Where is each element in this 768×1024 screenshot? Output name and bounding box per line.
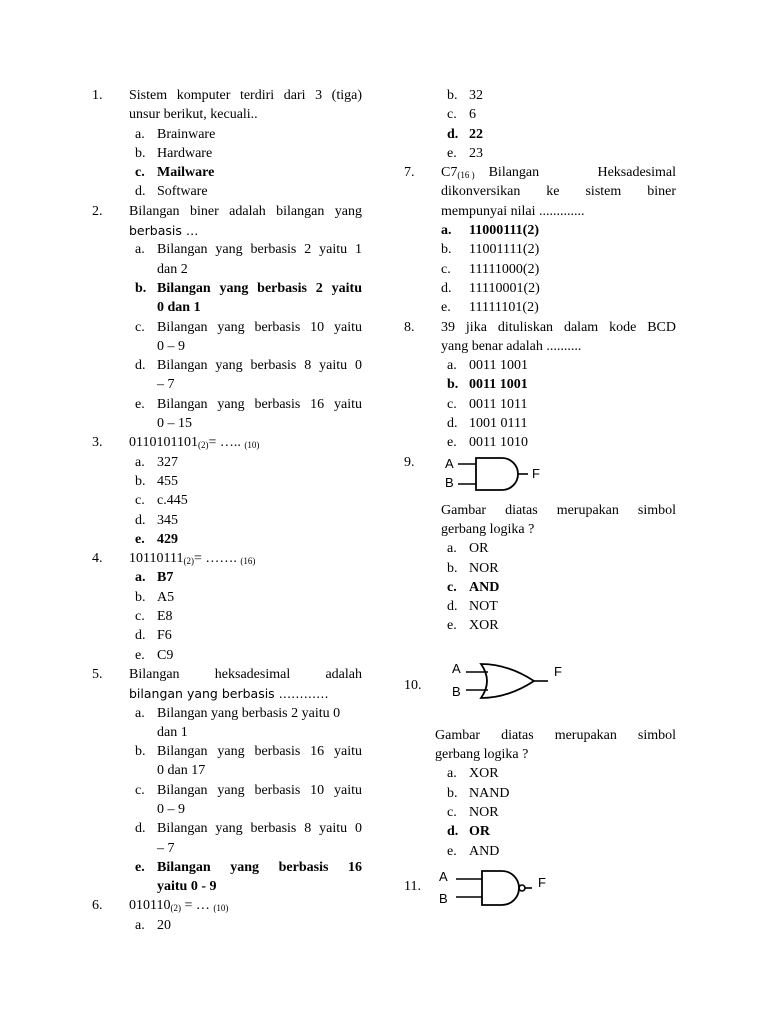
option-d: d. Bilangan yang berbasis 8 yaitu 0 [135, 358, 362, 374]
option-e-correct: e. 429 [135, 531, 178, 547]
option-d: d. NOT [447, 599, 498, 615]
option-c: c. c.445 [135, 493, 188, 509]
question-text: unsur berikut, kecuali.. [129, 107, 258, 123]
question-number: 1. [92, 88, 103, 103]
question-text: Gambar diatas merupakan simbol [441, 502, 676, 518]
gate-output-f: F [538, 874, 546, 890]
option-b: b. 455 [135, 473, 178, 489]
or-gate-icon [448, 662, 568, 702]
question-number: 4. [92, 551, 103, 567]
option-a-correct: a. B7 [135, 570, 174, 586]
question-text: dikonversikan ke sistem biner [441, 184, 676, 200]
option-e: e. 0011 1010 [447, 435, 528, 451]
option-e: e. 23 [447, 145, 483, 161]
option-a: a. OR [447, 541, 489, 557]
option-a: a. 327 [135, 454, 178, 470]
question-text: gerbang logika ? [441, 521, 535, 537]
gate-input-b: B [445, 474, 454, 490]
question-3 [92, 433, 362, 452]
question-11 [404, 869, 676, 915]
question-8 [404, 318, 676, 337]
option-a: a. Bilangan yang berbasis 2 yaitu 0 [135, 705, 341, 721]
question-4 [92, 549, 362, 568]
gate-output-f: F [532, 465, 540, 481]
option-d: d. Software [135, 184, 208, 200]
option-b: b. Bilangan yang berbasis 16 yaitu [135, 744, 362, 760]
option-b-correct: b. 0011 1001 [447, 377, 528, 393]
option-d: d. Bilangan yang berbasis 8 yaitu 0 [135, 821, 362, 837]
question-number: 3. [92, 435, 103, 451]
question-text: bilangan yang berbasis ………… [129, 686, 329, 702]
right-column [404, 86, 676, 915]
question-number: 8. [404, 319, 415, 335]
question-text: Bilangan biner adalah bilangan yang [129, 203, 362, 219]
option-c: c. 11111000(2) [441, 261, 540, 277]
option-a-correct: a. 11000111(2) [441, 223, 540, 239]
question-text: berbasis … [129, 223, 199, 239]
question-number: 5. [92, 666, 103, 682]
and-gate-icon [444, 457, 554, 493]
question-number: 6. [92, 898, 103, 914]
option-d: d. 1001 0111 [447, 416, 528, 432]
option-b: b. A5 [135, 589, 175, 605]
question-7 [404, 163, 676, 182]
question-number: 2. [92, 203, 103, 219]
option-b: b. 11001111(2) [441, 242, 540, 258]
gate-input-b: B [452, 683, 461, 699]
question-text: 10110111(2)= ……. (16) [129, 551, 256, 567]
option-a: a. 20 [135, 917, 171, 933]
gate-output-f: F [554, 663, 562, 679]
option-c: c. Bilangan yang berbasis 10 yaitu [135, 782, 362, 798]
nand-gate-icon [438, 869, 558, 909]
option-b: b. Hardware [135, 145, 213, 161]
option-e: e. Bilangan yang berbasis 16 yaitu [135, 396, 362, 412]
option-b: b. 32 [447, 88, 483, 103]
question-text: C7(16 ) Bilangan Heksadesimal [441, 165, 676, 181]
gate-input-b: B [439, 890, 448, 906]
option-c-correct: c. AND [447, 579, 500, 595]
gate-input-a: A [452, 661, 461, 676]
option-c: c. NOR [447, 804, 499, 820]
option-d-correct: d. OR [447, 824, 490, 840]
question-text: Bilangan heksadesimal adalah [129, 666, 362, 682]
question-9 [404, 453, 676, 501]
option-a: a. Bilangan yang berbasis 2 yaitu 1 [135, 242, 362, 258]
question-text: 39 jika dituliskan dalam kode BCD [441, 319, 676, 335]
question-number: 10. [404, 677, 422, 693]
question-number: 9. [404, 454, 415, 470]
question-1 [92, 86, 362, 105]
option-c: c. 0011 1011 [447, 396, 528, 412]
question-5 [92, 665, 362, 684]
option-c: c. E8 [135, 609, 173, 625]
question-10 [404, 662, 676, 726]
option-c: c. 6 [447, 107, 476, 123]
option-c: c. Bilangan yang berbasis 10 yaitu [135, 319, 362, 335]
gate-input-a: A [445, 456, 454, 471]
question-text: yang benar adalah .......... [441, 338, 582, 354]
option-b-correct: b. Bilangan yang berbasis 2 yaitu [135, 280, 362, 296]
question-text: 010110(2) = … (10) [129, 898, 229, 914]
option-e: e. C9 [135, 647, 174, 663]
option-d: d. 345 [135, 512, 178, 528]
left-column: 1. Sistem komputer terdiri dari 3 (tiga) unsur berikut, kecuali.. a. Brainware b. Hardware c. Mailware d. Software 2. Bilangan biner adalah bilangan yang berbasis … a. Bilangan yang berbasis 2 yaitu 1 dan 2 b. Bilangan yang berbasis 2 yaitu 0 dan 1 c. Bilangan yang berbasis 10 yaitu 0 – 9 d. Bilangan yang berbasis 8 yaitu 0 – 7 e. Bilangan yang berbasis 16 yaitu 0 – 15 3. 0110101101(2)= ….. (10) a. 327 b. 455 c. c.445 d. 345 e. 429 4. 10110111(2)= ……. (16) a. B7 b. A5 c. E8 d. F6 e. C9 5. Bilangan heksadesimal adalah bilangan yang berbasis ………… a. Bilangan yang berbasis 2 yaitu 0 dan 1 b. Bilangan yang berbasis 16 yaitu 0 dan 17 c. Bilangan yang berbasis 10 yaitu 0 – 9 d. Bilangan yang berbasis 8 yaitu 0 – 7 e. Bilangan yang berbasis 16 yaitu 0 - 9 6. 010110(2) = … (10) a. 20 [92, 86, 362, 935]
option-d: d. 11110001(2) [441, 280, 540, 296]
option-b: b. NOR [447, 560, 499, 576]
option-a: a. Brainware [135, 126, 216, 142]
question-text: 0110101101(2)= ….. (10) [129, 435, 260, 451]
question-6 [92, 896, 362, 915]
question-text: Sistem komputer terdiri dari 3 (tiga) [129, 88, 362, 103]
question-text: gerbang logika ? [435, 747, 529, 763]
option-e: e. AND [447, 843, 500, 859]
option-e: e. 11111101(2) [441, 300, 539, 316]
gate-input-a: A [439, 868, 448, 884]
question-number: 11. [404, 878, 421, 894]
option-e-correct: e. Bilangan yang berbasis 16 [135, 859, 362, 875]
option-a: a. 0011 1001 [447, 358, 528, 374]
question-text: Gambar diatas merupakan simbol [435, 727, 676, 743]
option-e: e. XOR [447, 618, 499, 634]
question-number: 7. [404, 165, 415, 181]
option-c-correct: c. Mailware [135, 165, 215, 181]
option-d-correct: d. 22 [447, 126, 483, 142]
question-text: mempunyai nilai ............. [441, 203, 585, 219]
question-2 [92, 202, 362, 221]
option-a: a. XOR [447, 766, 499, 782]
option-d: d. F6 [135, 628, 172, 644]
option-b: b. NAND [447, 785, 510, 801]
